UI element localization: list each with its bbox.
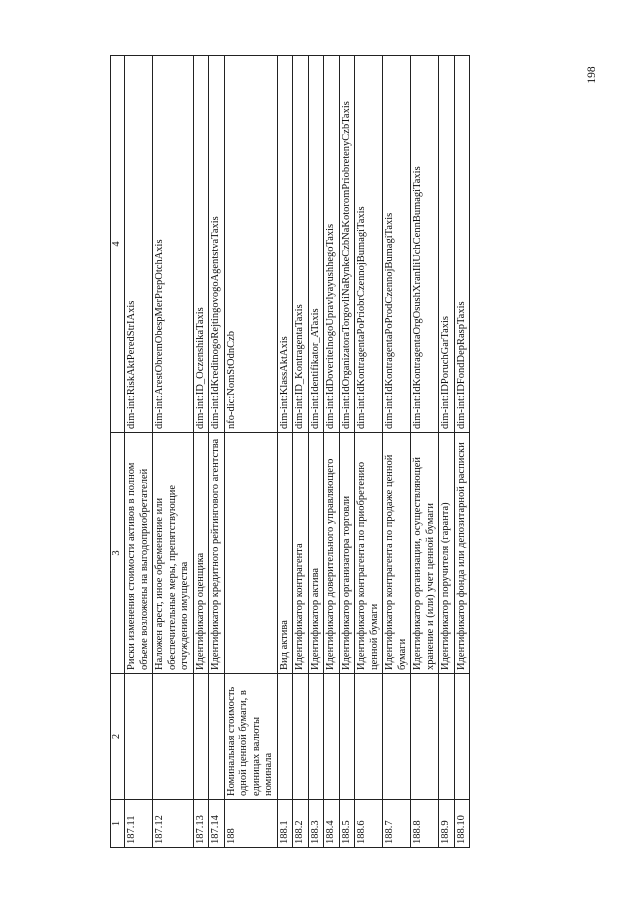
code-cell: dim-int:Identifikator_ATaxis — [308, 56, 324, 433]
rotated-table-wrapper — [110, 56, 566, 848]
indicator-name-cell — [411, 674, 439, 800]
table-row — [224, 56, 277, 848]
row-number-cell: 188.9 — [439, 800, 455, 848]
table-row — [308, 56, 324, 848]
code-cell: dim-int:IdKontragentaPoPriobrCzennojBumagiTaxis — [355, 56, 383, 433]
row-number-cell: 188.2 — [293, 800, 309, 848]
table-row — [439, 56, 455, 848]
column-header: 1 — [111, 800, 125, 848]
table-row — [193, 56, 209, 848]
description-cell: Идентификатор поручителя (гаранта) — [439, 433, 455, 674]
code-cell: dim-int:IdDoveritelnogoUpravlyayushhegoTaxis — [324, 56, 340, 433]
description-cell: Идентификатор контрагента по продаже ценной бумаги — [383, 433, 411, 674]
code-cell: dim-int:KlassAktAxis — [277, 56, 293, 433]
row-number-cell: 188.5 — [339, 800, 355, 848]
table-row — [383, 56, 411, 848]
row-number-cell: 187.13 — [193, 800, 209, 848]
indicator-name-cell — [125, 674, 153, 800]
description-cell: Идентификатор кредитного рейтингового агентства — [209, 433, 225, 674]
row-number-cell: 188.1 — [277, 800, 293, 848]
table-row — [125, 56, 153, 848]
description-cell: Идентификатор организатора торговли — [339, 433, 355, 674]
table-row — [153, 56, 194, 848]
column-header: 3 — [111, 433, 125, 674]
indicator-name-cell — [293, 674, 309, 800]
code-cell: dim-int:IdKreditnogoRejtingovogoAgentstvaTaxis — [209, 56, 225, 433]
indicator-name-cell — [355, 674, 383, 800]
indicator-name-cell — [324, 674, 340, 800]
description-cell: Идентификатор актива — [308, 433, 324, 674]
header-row — [111, 56, 125, 848]
row-number-cell: 187.11 — [125, 800, 153, 848]
description-cell: Наложен арест, иное обременение или обеспечительные меры, препятствующие отчуждению имущества — [153, 433, 194, 674]
code-cell: nfo-dic:NomStOdnCzb — [224, 56, 277, 433]
description-cell: Идентификатор организации, осуществляющей хранение и (или) учет ценной бумаги — [411, 433, 439, 674]
indicator-name-cell — [209, 674, 225, 800]
row-number-cell: 188.6 — [355, 800, 383, 848]
code-cell: dim-int:IDFondDepRaspTaxis — [454, 56, 470, 433]
description-cell — [224, 433, 277, 674]
table-row — [324, 56, 340, 848]
code-cell: dim-int:IdKontragentaOrgOsushXranIliUchCennBumagiTaxis — [411, 56, 439, 433]
code-cell: dim-int:IdOrganizatoraTorgovliNaRynkeCzbNaKotoromPriobretenyCzbTaxis — [339, 56, 355, 433]
table-row — [411, 56, 439, 848]
row-number-cell: 188.3 — [308, 800, 324, 848]
table-row — [355, 56, 383, 848]
row-number-cell: 188.8 — [411, 800, 439, 848]
page-number: 198 — [586, 66, 598, 84]
table-row — [293, 56, 309, 848]
table-row — [277, 56, 293, 848]
indicator-name-cell — [339, 674, 355, 800]
row-number-cell: 187.14 — [209, 800, 225, 848]
description-cell: Идентификатор контрагента по приобретению ценной бумаги — [355, 433, 383, 674]
row-number-cell: 188.10 — [454, 800, 470, 848]
indicator-name-cell — [193, 674, 209, 800]
code-cell: dim-int:IdKontragentaPoProdCzennojBumagiTaxis — [383, 56, 411, 433]
description-cell: Риски изменения стоимости активов в полном объеме возложены на выгодоприобретателей — [125, 433, 153, 674]
table-body — [125, 56, 470, 848]
table-row — [209, 56, 225, 848]
row-number-cell: 188 — [224, 800, 277, 848]
description-cell: Идентификатор фонда или депозитарной расписки — [454, 433, 470, 674]
column-header: 4 — [111, 56, 125, 433]
indicator-name-cell — [277, 674, 293, 800]
indicator-name-cell: Номинальная стоимость одной ценной бумаги, в единицах валюты номинала — [224, 674, 277, 800]
code-cell: dim-int:ID_KontragentaTaxis — [293, 56, 309, 433]
description-cell: Идентификатор контрагента — [293, 433, 309, 674]
row-number-cell: 188.7 — [383, 800, 411, 848]
table-row — [454, 56, 470, 848]
code-cell: dim-int:IDPoruchGarTaxis — [439, 56, 455, 433]
indicator-name-cell — [454, 674, 470, 800]
code-cell: dim-int:RiskAktPeredStrIAxis — [125, 56, 153, 433]
table-row — [339, 56, 355, 848]
indicator-name-cell — [153, 674, 194, 800]
code-cell: dim-int:ArestObremObespMerPrepOtchAxis — [153, 56, 194, 433]
row-number-cell: 187.12 — [153, 800, 194, 848]
description-cell: Идентификатор оценщика — [193, 433, 209, 674]
code-cell: dim-int:ID_OczenshikaTaxis — [193, 56, 209, 433]
description-cell: Вид актива — [277, 433, 293, 674]
indicator-name-cell — [439, 674, 455, 800]
data-table — [110, 55, 470, 848]
indicator-name-cell — [308, 674, 324, 800]
column-header: 2 — [111, 674, 125, 800]
row-number-cell: 188.4 — [324, 800, 340, 848]
description-cell: Идентификатор доверительного управляющего — [324, 433, 340, 674]
indicator-name-cell — [383, 674, 411, 800]
